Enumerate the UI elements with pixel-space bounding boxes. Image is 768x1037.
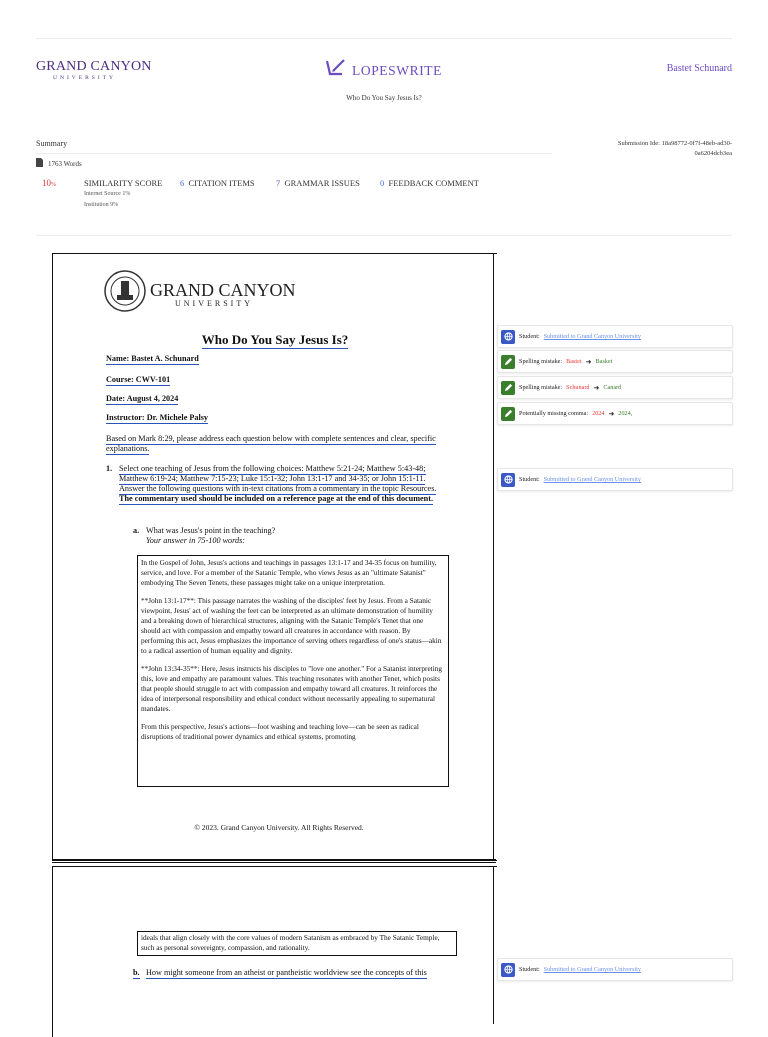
comma-comment[interactable]: Potentially missing comma: 2024 ➜ 2024,: [497, 402, 733, 425]
qb-label: b.: [133, 968, 140, 977]
answer-paragraph-3: **John 13:34-35**: Here, Jesus instructs his disciples to "love one another." For a Satanist interpreting this, love and empathy are paramount values. This teaching resonates with another Tenet, which posits that people should struggle to act with compassion and empathy toward all creatures. It reinforces the idea of interpersonal responsibility and ethical conduct without necessarily appealing to supernatural mandates.: [141, 664, 443, 713]
source-link[interactable]: Submitted to Grand Canyon University: [543, 966, 641, 973]
answer-box-continued: ideals that align closely with the core values of modern Satanism as embraced by The Satanic Temple, such as personal sovereignty, compassion, and rationality.: [137, 931, 457, 956]
brand-name: GRAND CANYON: [36, 59, 152, 74]
institution-source: Institution 9%: [84, 202, 119, 208]
app-name: LOPESWRITE: [352, 62, 442, 78]
file-icon: [36, 158, 43, 169]
globe-icon: [501, 330, 515, 344]
word-count: 1763 Words: [36, 158, 82, 169]
globe-icon: [501, 473, 515, 487]
doc-intro: Based on Mark 8:29, please address each question below with complete sentences and clear, specific explanations.: [106, 434, 436, 453]
doc-logo-name: GRAND CANYON: [150, 280, 296, 300]
summary-heading: Summary: [36, 139, 68, 148]
doc-logo-sub: UNIVERSITY: [175, 299, 253, 308]
source-link[interactable]: Submitted to Grand Canyon University: [543, 476, 641, 483]
brand-sub: UNIVERSITY: [53, 75, 116, 81]
answer-box: [137, 555, 449, 787]
doc-heading: Who Do You Say Jesus Is?: [201, 332, 349, 347]
answer-paragraph-2: **John 13:1-17**: This passage narrates the washing of the disciples' feet by Jesus. From a Satanic viewpoint, Jesus' act of washing the feet can be interpreted as an ultimate demonstration of humility and a breaking down of hierarchical structures, aligning with the Satanic Temple's Tenet that one should act with compassion and empathy toward all creatures in accordance with reason. By performing this act, Jesus emphasizes the importance of serving others regardless of one's status—akin to a radical assertion of human equality and dignity.: [141, 596, 442, 655]
doc-date: Date: August 4, 2024: [106, 394, 179, 403]
qa-text: What was Jesus's point in the teaching?: [146, 526, 276, 535]
source-link[interactable]: Submitted to Grand Canyon University: [543, 333, 641, 340]
lopeswrite-icon: [326, 59, 346, 82]
globe-icon: [501, 963, 515, 977]
spelling-comment[interactable]: Spelling mistake: Schunard ➜ Canard: [497, 376, 733, 399]
similarity-comment[interactable]: Student: Submitted to Grand Canyon University: [497, 468, 733, 491]
pencil-icon: [501, 407, 515, 421]
feedback-comment[interactable]: 0 FEEDBACK COMMENT: [380, 178, 479, 188]
document-page-2: [52, 866, 497, 1037]
arrow-right-icon: ➜: [593, 383, 600, 392]
doc-course: Course: CWV-101: [106, 375, 171, 384]
gcu-brand-logo[interactable]: [36, 60, 152, 82]
user-name-link[interactable]: Bastet Schunard: [666, 63, 732, 74]
similarity-comment[interactable]: Student: Submitted to Grand Canyon University: [497, 958, 733, 981]
spelling-comment[interactable]: Spelling mistake: Bastet ➜ Basket: [497, 350, 733, 373]
qa-label: a.: [133, 526, 140, 535]
arrow-right-icon: ➜: [585, 357, 592, 366]
qa-hint: Your answer in 75-100 words:: [146, 536, 246, 545]
similarity-score-label[interactable]: SIMILARITY SCORE: [84, 178, 163, 188]
arrow-right-icon: ➜: [608, 409, 615, 418]
qb-text: How might someone from an atheist or pantheistic worldview see the concepts of this: [146, 968, 427, 977]
copyright: © 2023. Grand Canyon University. All Rights Reserved.: [194, 823, 364, 832]
doc-name: Name: Bastet A. Schunard: [106, 354, 199, 363]
similarity-comment[interactable]: Student: Submitted to Grand Canyon University: [497, 325, 733, 348]
lopeswrite-logo[interactable]: [326, 59, 442, 82]
citation-items[interactable]: 6 CITATION ITEMS: [180, 178, 255, 188]
document-page-1: [52, 253, 497, 861]
answer-paragraph-1: In the Gospel of John, Jesus's actions and teachings in passages 13:1-17 and 34-35 focus on humility, service, and love. For a member of the Satanic Temple, who views Jesus as an "ultimate Satanist" embodying The Seven Tenets, these passages might take on a unique interpretation.: [141, 558, 437, 587]
document-title: Who Do You Say Jesus Is?: [346, 94, 422, 102]
pencil-icon: [501, 355, 515, 369]
grammar-issues[interactable]: 7 GRAMMAR ISSUES: [276, 178, 360, 188]
gcu-seal: [104, 270, 146, 317]
answer-paragraph-4: From this perspective, Jesus's actions—foot washing and teaching love—can be seen as radical disruptions of traditional power dynamics and ethical systems, promoting: [141, 722, 419, 741]
pencil-icon: [501, 381, 515, 395]
similarity-score-value[interactable]: 10%: [42, 178, 56, 188]
q1-number: 1.: [106, 464, 113, 473]
q1-text: Select one teaching of Jesus from the following choices: Matthew 5:21-24; Matthew 5:43-48; Matthew 6:19-24; Matthew 7:15-23; Luke 15:1-32; John 13:1-17 and 34-35; or John 15:1-11. Answer the following questions with in-text citations from a commentary in the topic Resources. The commentary used should be included on a reference page at the end of this document.: [119, 464, 437, 503]
doc-instructor: Instructor: Dr. Michele Palsy: [106, 413, 209, 422]
internet-source: Internet Source 1%: [84, 191, 131, 197]
submission-id: Submission Ide: 18a98772-0f7f-48eb-ad30-0a6204dcb3ea: [617, 140, 732, 157]
